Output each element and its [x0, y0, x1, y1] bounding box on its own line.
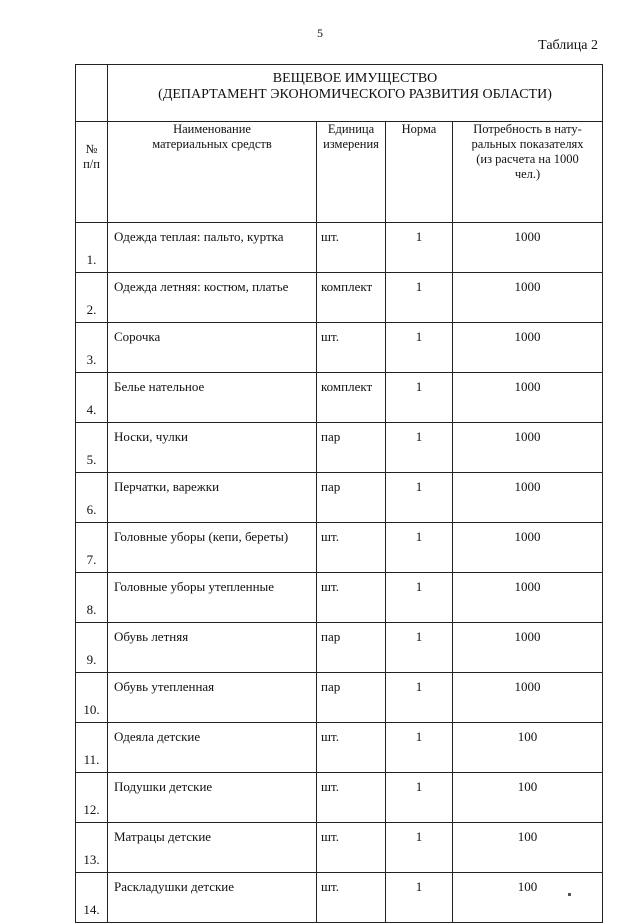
- header-number-line1: №: [85, 142, 98, 156]
- row-norm-cell: 1: [386, 573, 453, 623]
- table-header-row: [76, 122, 603, 223]
- header-unit-line2: измерения: [323, 137, 379, 151]
- row-number-cell: 3.: [76, 323, 108, 373]
- row-need-cell: 100: [453, 823, 603, 873]
- table-body: [76, 223, 603, 923]
- table-row: [76, 223, 603, 273]
- table-row: [76, 373, 603, 423]
- row-number-cell: 10.: [76, 673, 108, 723]
- row-need-cell: 1000: [453, 423, 603, 473]
- materials-table: [75, 64, 603, 923]
- row-name-cell: Одежда летняя: костюм, платье: [108, 273, 317, 323]
- row-name-cell: Подушки детские: [108, 773, 317, 823]
- header-need: [453, 122, 603, 223]
- row-unit-cell: шт.: [317, 323, 386, 373]
- header-norm-label: Норма: [401, 122, 437, 136]
- row-need-cell: 1000: [453, 473, 603, 523]
- header-name-line2: материальных средств: [152, 137, 272, 151]
- row-need-cell: 1000: [453, 523, 603, 573]
- row-unit-cell: пар: [317, 623, 386, 673]
- table-row: [76, 473, 603, 523]
- row-name-cell: Перчатки, варежки: [108, 473, 317, 523]
- row-name-cell: Матрацы детские: [108, 823, 317, 873]
- row-need-cell: 1000: [453, 573, 603, 623]
- row-need-cell: 1000: [453, 673, 603, 723]
- row-norm-cell: 1: [386, 373, 453, 423]
- table-row: [76, 873, 603, 923]
- row-name-cell: Одеяла детские: [108, 723, 317, 773]
- table-title: [108, 65, 603, 122]
- row-need-cell: 100: [453, 873, 603, 923]
- row-unit-cell: комплект: [317, 373, 386, 423]
- header-number: [76, 122, 108, 223]
- table-row: [76, 823, 603, 873]
- row-unit-cell: комплект: [317, 273, 386, 323]
- row-unit-cell: шт.: [317, 223, 386, 273]
- table-row: [76, 423, 603, 473]
- row-need-cell: 1000: [453, 223, 603, 273]
- header-name-line1: Наименование: [173, 122, 251, 136]
- row-norm-cell: 1: [386, 873, 453, 923]
- table-row: [76, 723, 603, 773]
- row-need-cell: 1000: [453, 373, 603, 423]
- row-number-cell: 12.: [76, 773, 108, 823]
- header-need-line1: Потребность в нату-: [473, 122, 582, 136]
- table-title-line1: ВЕЩЕВОЕ ИМУЩЕСТВО: [272, 71, 438, 86]
- row-need-cell: 100: [453, 723, 603, 773]
- row-norm-cell: 1: [386, 673, 453, 723]
- header-name: [108, 122, 317, 223]
- row-unit-cell: пар: [317, 473, 386, 523]
- header-number-line2: п/п: [83, 157, 100, 171]
- row-unit-cell: пар: [317, 673, 386, 723]
- header-need-line4: чел.): [514, 167, 541, 181]
- row-unit-cell: шт.: [317, 723, 386, 773]
- row-norm-cell: 1: [386, 223, 453, 273]
- header-need-line2: ральных показателях: [471, 137, 584, 151]
- header-unit-line1: Единица: [327, 122, 375, 136]
- table-title-line2: (ДЕПАРТАМЕНТ ЭКОНОМИЧЕСКОГО РАЗВИТИЯ ОБЛАСТИ): [158, 87, 552, 102]
- row-norm-cell: 1: [386, 623, 453, 673]
- header-unit: [317, 122, 386, 223]
- table-row: [76, 573, 603, 623]
- row-need-cell: 1000: [453, 273, 603, 323]
- table-row: [76, 773, 603, 823]
- row-norm-cell: 1: [386, 773, 453, 823]
- row-number-cell: 4.: [76, 373, 108, 423]
- row-name-cell: Обувь утепленная: [108, 673, 317, 723]
- row-number-cell: 6.: [76, 473, 108, 523]
- row-number-cell: 2.: [76, 273, 108, 323]
- row-unit-cell: шт.: [317, 823, 386, 873]
- row-number-cell: 5.: [76, 423, 108, 473]
- row-unit-cell: шт.: [317, 873, 386, 923]
- row-unit-cell: шт.: [317, 773, 386, 823]
- row-name-cell: Сорочка: [108, 323, 317, 373]
- row-number-cell: 7.: [76, 523, 108, 573]
- row-number-cell: 11.: [76, 723, 108, 773]
- row-norm-cell: 1: [386, 523, 453, 573]
- row-norm-cell: 1: [386, 323, 453, 373]
- row-number-cell: 13.: [76, 823, 108, 873]
- table-row: [76, 273, 603, 323]
- header-need-line3: (из расчета на 1000: [476, 152, 579, 166]
- row-name-cell: Головные уборы утепленные: [108, 573, 317, 623]
- row-name-cell: Носки, чулки: [108, 423, 317, 473]
- table-title-row: [76, 65, 603, 122]
- row-unit-cell: пар: [317, 423, 386, 473]
- row-norm-cell: 1: [386, 723, 453, 773]
- title-empty-cell: [76, 65, 108, 122]
- row-norm-cell: 1: [386, 423, 453, 473]
- row-need-cell: 1000: [453, 623, 603, 673]
- row-number-cell: 14.: [76, 873, 108, 923]
- row-number-cell: 9.: [76, 623, 108, 673]
- row-unit-cell: шт.: [317, 523, 386, 573]
- page-number: 5: [317, 26, 323, 40]
- row-name-cell: Раскладушки детские: [108, 873, 317, 923]
- header-norm: [386, 122, 453, 223]
- row-name-cell: Головные уборы (кепи, береты): [108, 523, 317, 573]
- table-row: [76, 673, 603, 723]
- table-label: Таблица 2: [538, 38, 598, 53]
- row-name-cell: Обувь летняя: [108, 623, 317, 673]
- row-norm-cell: 1: [386, 473, 453, 523]
- row-unit-cell: шт.: [317, 573, 386, 623]
- row-norm-cell: 1: [386, 273, 453, 323]
- scan-speck: [568, 893, 571, 896]
- row-need-cell: 100: [453, 773, 603, 823]
- row-norm-cell: 1: [386, 823, 453, 873]
- table-row: [76, 523, 603, 573]
- row-number-cell: 8.: [76, 573, 108, 623]
- table-row: [76, 623, 603, 673]
- row-number-cell: 1.: [76, 223, 108, 273]
- row-need-cell: 1000: [453, 323, 603, 373]
- table-row: [76, 323, 603, 373]
- row-name-cell: Белье нательное: [108, 373, 317, 423]
- row-name-cell: Одежда теплая: пальто, куртка: [108, 223, 317, 273]
